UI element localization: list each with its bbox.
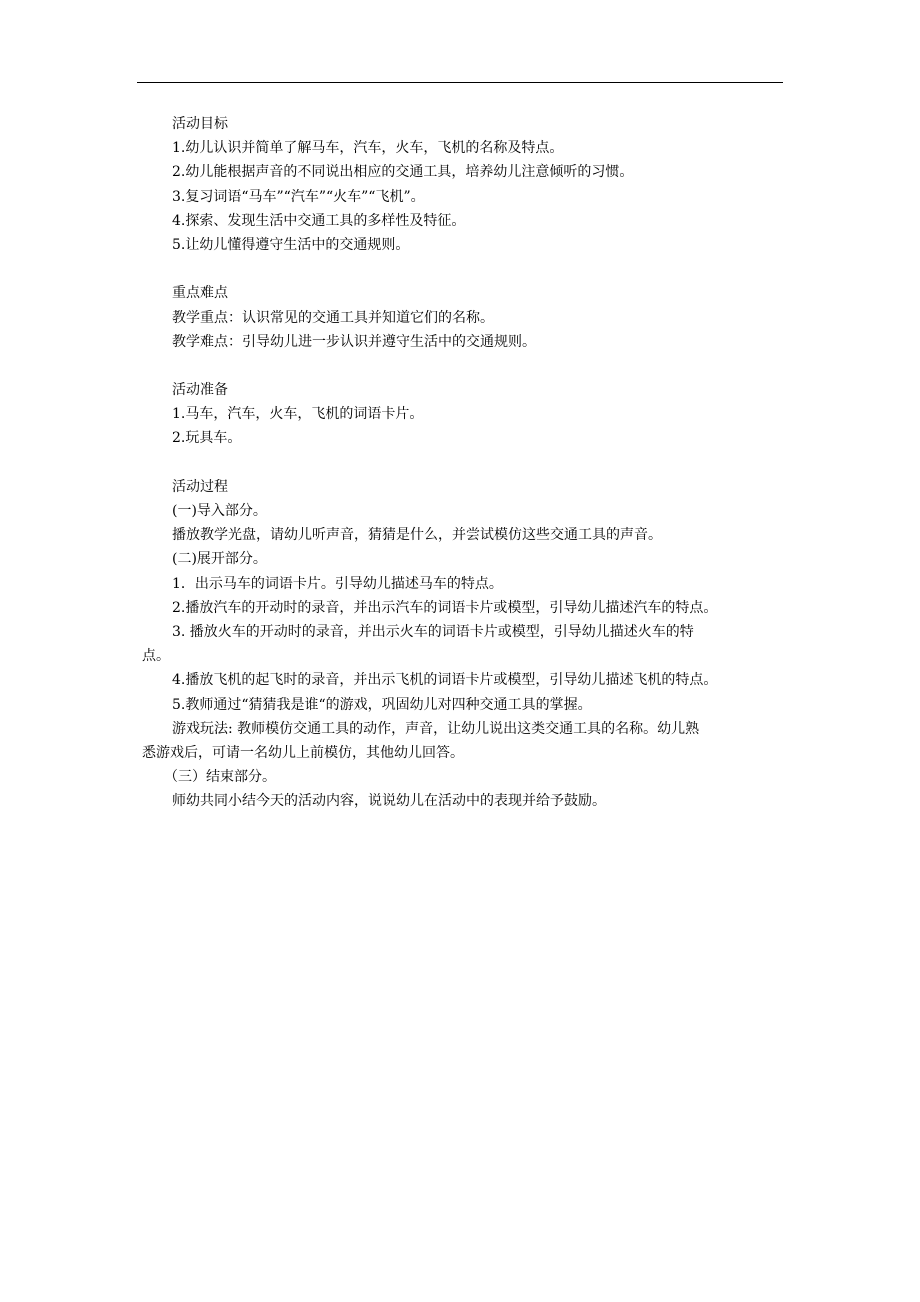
game-rules-continuation: 悉游戏后，可请一名幼儿上前模仿，其他幼儿回答。 xyxy=(142,744,464,761)
goal-item: 4.探索、发现生活中交通工具的多样性及特征。 xyxy=(172,212,466,229)
process-develop-title: (二)展开部分。 xyxy=(172,551,267,568)
key-point-item: 教学难点：引导幼儿进一步认识并遵守生活中的交通规则。 xyxy=(172,333,536,350)
goal-item: 3.复习词语“马车”“汽车”“火车”“飞机”。 xyxy=(172,188,425,205)
process-step: 1．出示马车的词语卡片。引导幼儿描述马车的特点。 xyxy=(172,575,503,592)
document-body xyxy=(142,112,785,813)
section-gap xyxy=(142,354,785,378)
process-intro-text: 播放教学光盘，请幼儿听声音，猜猜是什么，并尝试模仿这些交通工具的声音。 xyxy=(172,527,662,544)
process-step: 3. 播放火车的开动时的录音，并出示火车的词语卡片或模型，引导幼儿描述火车的特 xyxy=(172,623,694,640)
game-rules: 游戏玩法: 教师模仿交通工具的动作，声音，让幼儿说出这类交通工具的名称。幼儿熟 xyxy=(172,720,700,737)
process-end-text: 师幼共同小结今天的活动内容，说说幼儿在活动中的表现并给予鼓励。 xyxy=(172,793,606,810)
header-rule xyxy=(137,82,783,83)
goal-item: 1.幼儿认识并简单了解马车，汽车，火车，飞机的名称及特点。 xyxy=(172,140,564,157)
section-gap xyxy=(142,257,785,281)
process-step: 5.教师通过“猜猜我是谁“的游戏，巩固幼儿对四种交通工具的掌握。 xyxy=(172,696,592,713)
process-end-title: （三）结束部分。 xyxy=(164,769,276,786)
preparation-item: 1.马车，汽车，火车，飞机的词语卡片。 xyxy=(172,406,424,423)
process-step-continuation: 点。 xyxy=(142,648,170,665)
process-intro-title: (一)导入部分。 xyxy=(172,503,267,519)
section-gap xyxy=(142,451,785,475)
section-heading-preparation: 活动准备 xyxy=(172,382,228,399)
key-point-item: 教学重点：认识常见的交通工具并知道它们的名称。 xyxy=(172,309,494,326)
goal-item: 5.让幼儿懂得遵守生活中的交通规则。 xyxy=(172,236,410,253)
section-heading-process: 活动过程 xyxy=(172,478,228,495)
section-heading-goals: 活动目标 xyxy=(172,116,228,132)
section-heading-key-points: 重点难点 xyxy=(172,285,228,302)
process-step: 4.播放飞机的起飞时的录音，并出示飞机的词语卡片或模型，引导幼儿描述飞机的特点。 xyxy=(172,672,718,689)
process-step: 2.播放汽车的开动时的录音，并出示汽车的词语卡片或模型，引导幼儿描述汽车的特点。 xyxy=(172,599,718,616)
preparation-item: 2.玩具车。 xyxy=(172,430,242,447)
goal-item: 2.幼儿能根据声音的不同说出相应的交通工具，培养幼儿注意倾听的习惯。 xyxy=(172,164,634,181)
